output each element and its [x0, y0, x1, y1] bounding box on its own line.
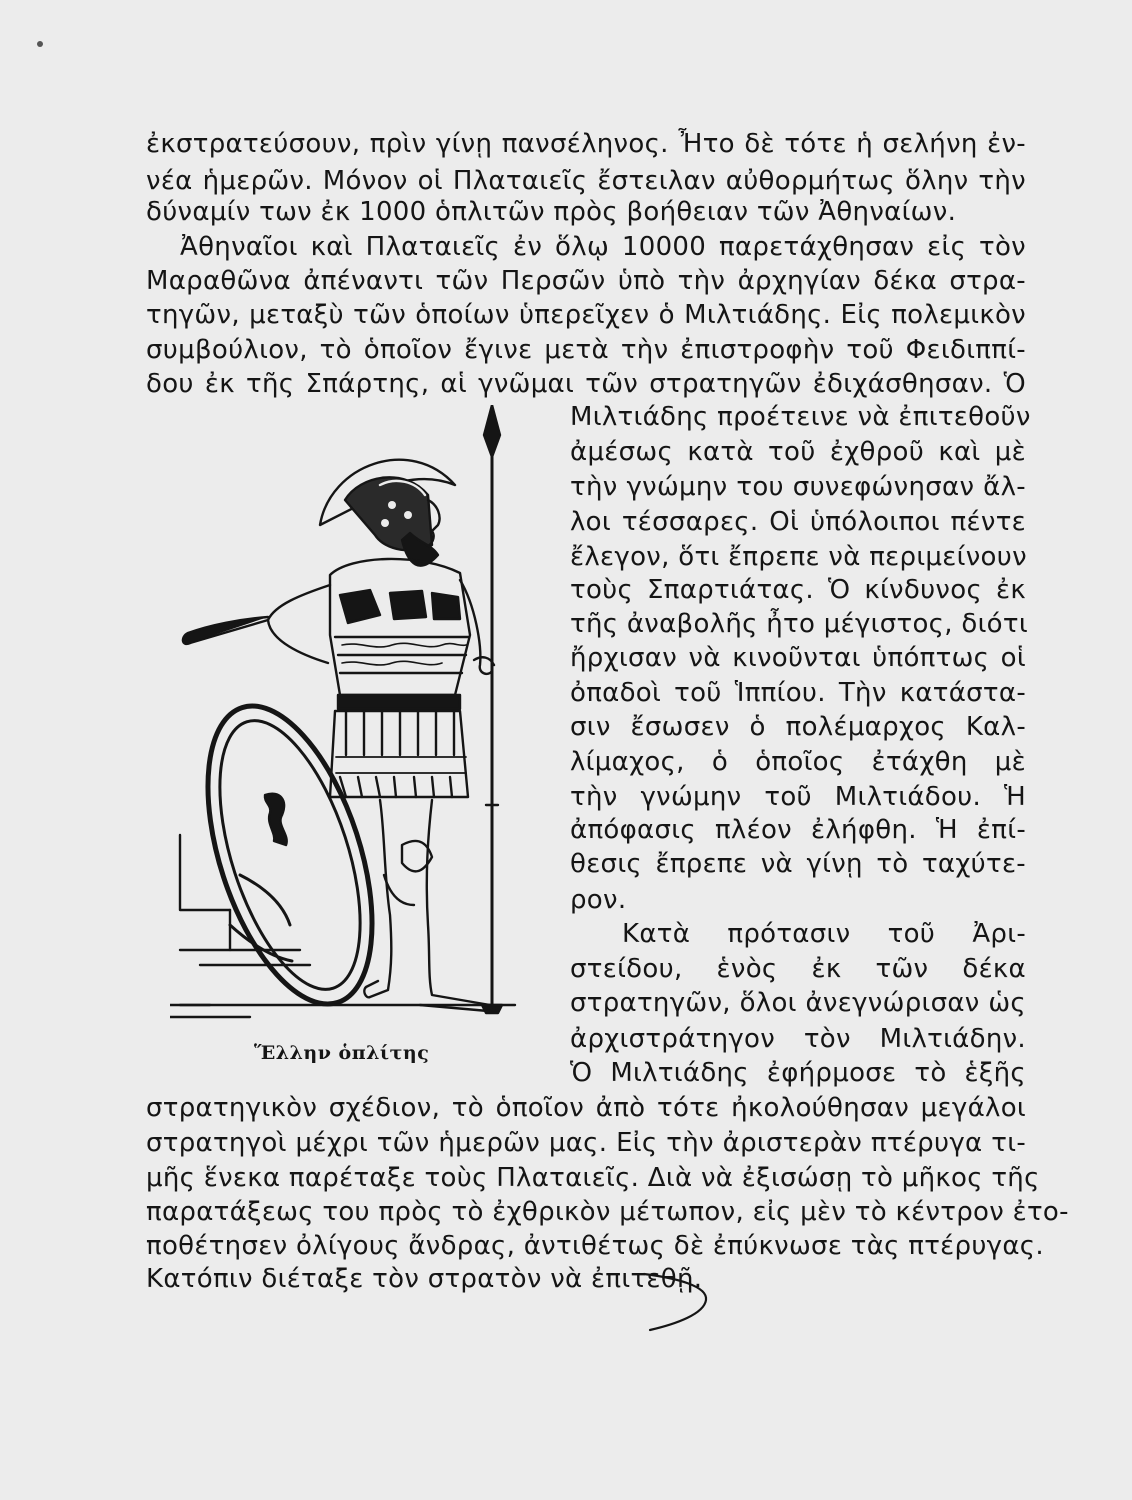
text-line: παρατάξεως του πρὸς τὸ ἐχθρικὸν μέτωπον, εἰς μὲν τὸ κέντρον ἐτο- [146, 1197, 1069, 1227]
text-line: στείδου, ἑνὸς ἐκ τῶν δέκα [570, 954, 1026, 984]
text-line: μῆς ἕνεκα παρέταξε τοὺς Πλαταιεῖς. Διὰ νὰ ἐξισώσῃ τὸ μῆκος τῆς [146, 1163, 1040, 1193]
text-line: τὴν γνώμην τοῦ Μιλτιάδου. Ἡ [570, 782, 1026, 812]
hoplite-illustration [170, 405, 545, 1030]
figure-caption: Ἕλλην ὁπλίτης [254, 1042, 430, 1064]
text-line: στρατηγικὸν σχέδιον, τὸ ὁποῖον ἀπὸ τότε ἠκολούθησαν μεγάλοι [146, 1093, 1026, 1123]
text-line: στρατηγῶν, ὅλοι ἀνεγνώρισαν ὡς [570, 988, 1026, 1018]
text-line: τηγῶν, μεταξὺ τῶν ὁποίων ὑπερεῖχεν ὁ Μιλτιάδης. Εἰς πολεμικὸν [146, 300, 1026, 330]
text-line: Ἀθηναῖοι καὶ Πλαταιεῖς ἐν ὅλῳ 10000 παρετάχθησαν εἰς τὸν [180, 232, 1026, 262]
text-line: λίμαχος, ὁ ὁποῖος ἐτάχθη μὲ [570, 747, 1026, 777]
text-line: ἀμέσως κατὰ τοῦ ἐχθροῦ καὶ μὲ [570, 437, 1026, 467]
scan-speck [34, 38, 46, 50]
text-line: Κατὰ πρότασιν τοῦ Ἀρι- [622, 919, 1026, 949]
text-line: ἀρχιστράτηγον τὸν Μιλτιάδην. [570, 1024, 1026, 1054]
text-line: συμβούλιον, τὸ ὁποῖον ἔγινε μετὰ τὴν ἐπιστροφὴν τοῦ Φειδιππί- [146, 335, 1026, 365]
text-line: νέα ἡμερῶν. Μόνον οἱ Πλαταιεῖς ἔστειλαν αὐθορμήτως ὅλην τὴν [146, 166, 1026, 196]
text-line: τὴν γνώμην του συνεφώνησαν ἄλ- [570, 472, 1026, 502]
text-line: Κατόπιν διέταξε τὸν στρατὸν νὰ ἐπιτεθῇ. [146, 1264, 703, 1294]
text-line: Ὁ Μιλτιάδης ἐφήρμοσε τὸ ἑξῆς [570, 1058, 1026, 1088]
text-line: δύναμίν των ἐκ 1000 ὁπλιτῶν πρὸς βοήθειαν τῶν Ἀθηναίων. [146, 197, 957, 227]
text-line: Μαραθῶνα ἀπέναντι τῶν Περσῶν ὑπὸ τὴν ἀρχηγίαν δέκα στρα- [146, 266, 1026, 296]
text-line: ἐκστρατεύσουν, πρὶν γίνῃ πανσέληνος. Ἦτο δὲ τότε ἡ σελήνη ἐν- [146, 129, 1026, 159]
text-line: σιν ἔσωσεν ὁ πολέμαρχος Καλ- [570, 712, 1026, 742]
text-line: ὀπαδοὶ τοῦ Ἱππίου. Τὴν κατάστα- [570, 678, 1026, 708]
text-line: ἤρχισαν νὰ κινοῦνται ὑπόπτως οἱ [570, 643, 1026, 673]
text-line: δου ἐκ τῆς Σπάρτης, αἱ γνῶμαι τῶν στρατηγῶν ἐδιχάσθησαν. Ὁ [146, 369, 1026, 399]
text-line: στρατηγοὶ μέχρι τῶν ἡμερῶν μας. Εἰς τὴν ἀριστερὰν πτέρυγα τι- [146, 1128, 1026, 1158]
text-line: τοὺς Σπαρτιάτας. Ὁ κίνδυνος ἐκ [570, 575, 1026, 605]
text-line: λοι τέσσαρες. Οἱ ὑπόλοιποι πέντε [570, 507, 1026, 537]
handwritten-mark [636, 1268, 726, 1338]
text-line: ποθέτησεν ὀλίγους ἄνδρας, ἀντιθέτως δὲ ἐπύκνωσε τὰς πτέρυγας. [146, 1231, 1044, 1261]
text-line: ρον. [570, 885, 627, 915]
text-line: ἔλεγον, ὅτι ἔπρεπε νὰ περιμείνουν [570, 542, 1027, 572]
text-line: θεσις ἔπρεπε νὰ γίνῃ τὸ ταχύτε- [570, 849, 1026, 879]
text-line: τῆς ἀναβολῆς ἦτο μέγιστος, διότι [570, 609, 1028, 639]
text-line: ἀπόφασις πλέον ἐλήφθη. Ἡ ἐπί- [570, 815, 1026, 845]
text-line: Μιλτιάδης προέτεινε νὰ ἐπιτεθοῦν [570, 402, 1031, 432]
